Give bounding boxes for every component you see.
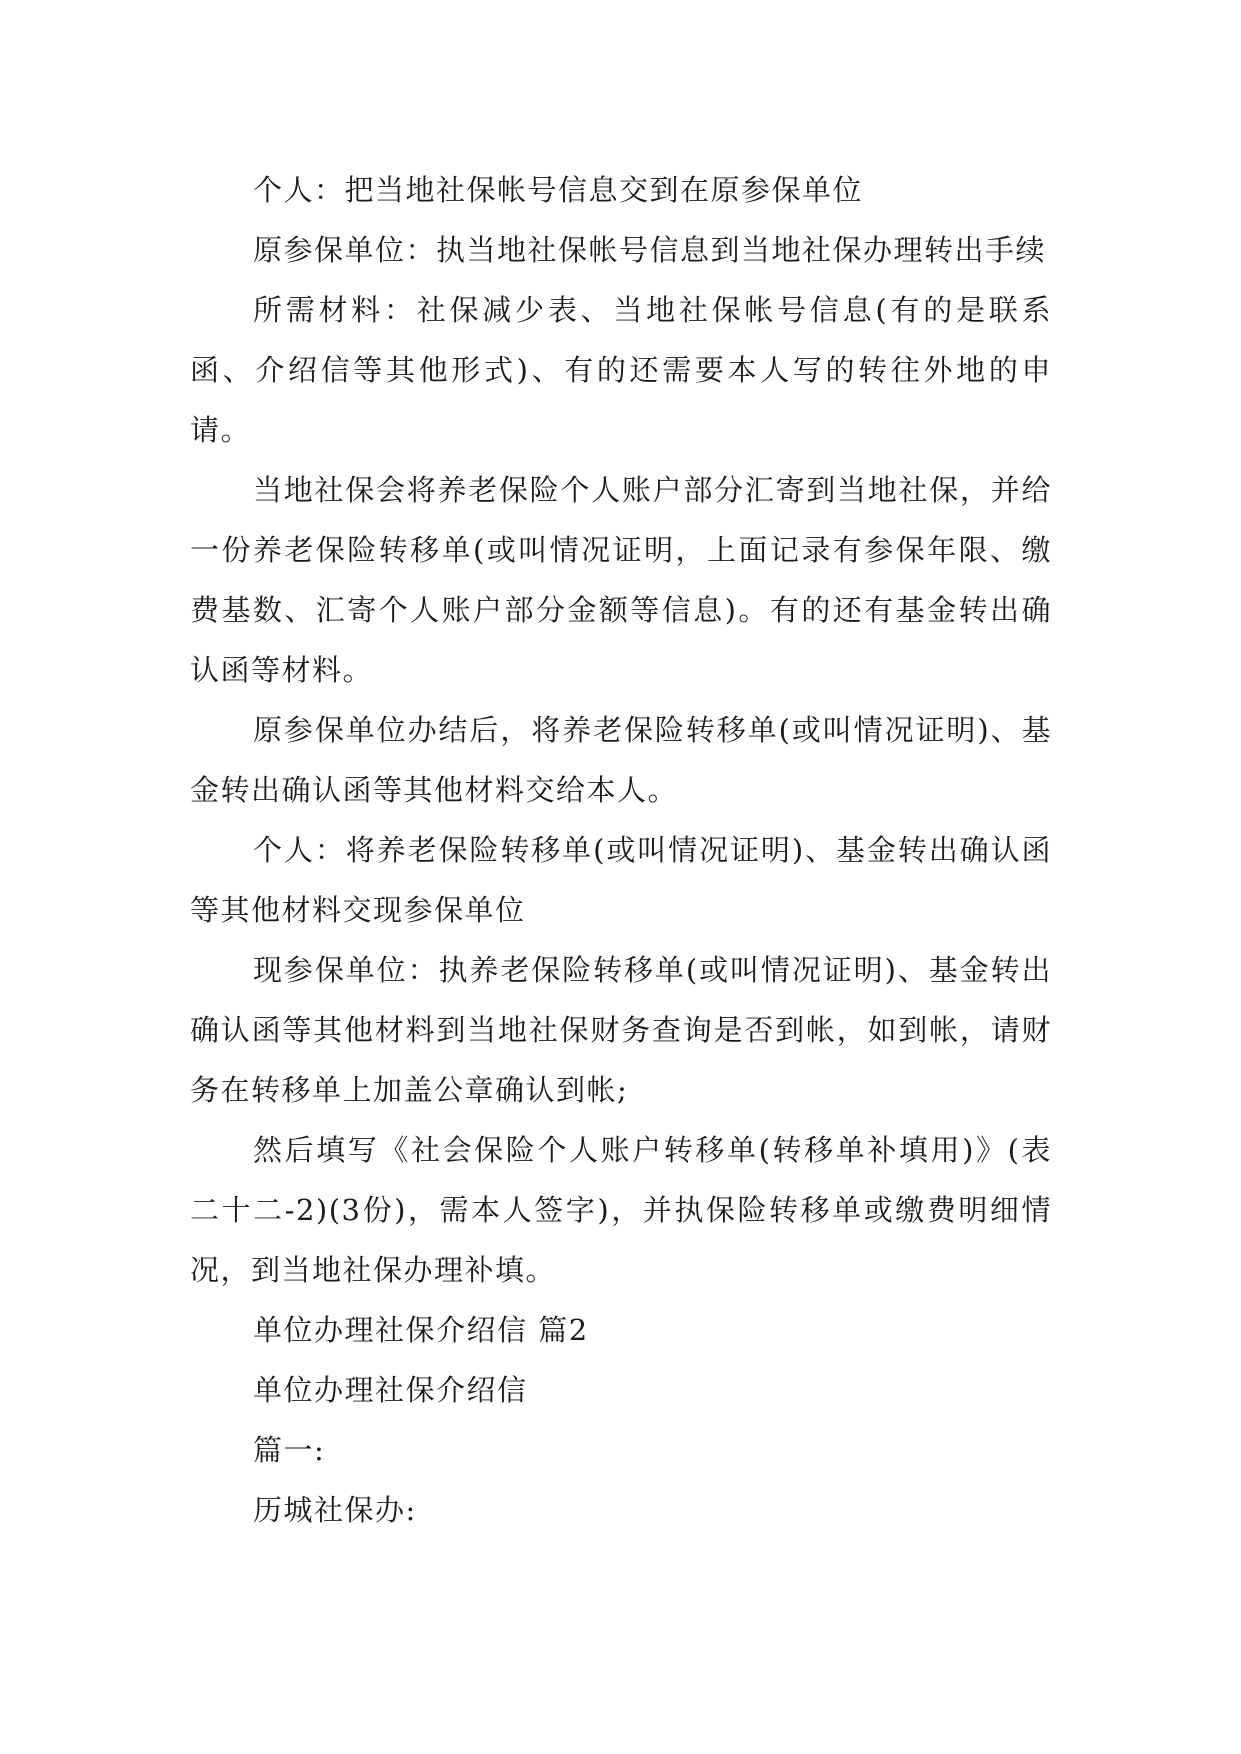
salutation: 历城社保办: <box>253 1493 417 1527</box>
paragraph-original-unit-completed: 原参保单位办结后，将养老保险转移单(或叫情况证明)、基金转出确认函等其他材料交给本人。 <box>190 713 1052 807</box>
letter-title: 单位办理社保介绍信 <box>253 1373 528 1407</box>
paragraph-local-social-security: 当地社保会将养老保险个人账户部分汇寄到当地社保，并给一份养老保险转移单(或叫情况证明，上面记录有参保年限、缴费基数、汇寄个人账户部分金额等信息)。有的还有基金转出确认函等材料。 <box>190 473 1052 687</box>
paragraph-fill-form: 然后填写《社会保险个人账户转移单(转移单补填用)》(表二十二-2)(3份)，需本人签字)，并执保险转移单或缴费明细情况，到当地社保办理补填。 <box>190 1133 1052 1287</box>
paragraph-personal-submit: 个人：把当地社保帐号信息交到在原参保单位 <box>253 173 864 207</box>
paragraph-required-materials: 所需材料：社保减少表、当地社保帐号信息(有的是联系函、介绍信等其他形式)、有的还需要本人写的转往外地的申请。 <box>190 293 1052 447</box>
paragraph-personal-handover: 个人：将养老保险转移单(或叫情况证明)、基金转出确认函等其他材料交现参保单位 <box>190 833 1052 927</box>
section-heading: 单位办理社保介绍信 篇2 <box>253 1313 589 1347</box>
part-label: 篇一: <box>253 1433 326 1467</box>
paragraph-current-unit: 现参保单位：执养老保险转移单(或叫情况证明)、基金转出确认函等其他材料到当地社保财务查询是否到帐，如到帐，请财务在转移单上加盖公章确认到帐; <box>190 953 1052 1107</box>
paragraph-original-unit: 原参保单位：执当地社保帐号信息到当地社保办理转出手续 <box>253 233 1047 267</box>
document-body <box>190 160 1052 1540</box>
